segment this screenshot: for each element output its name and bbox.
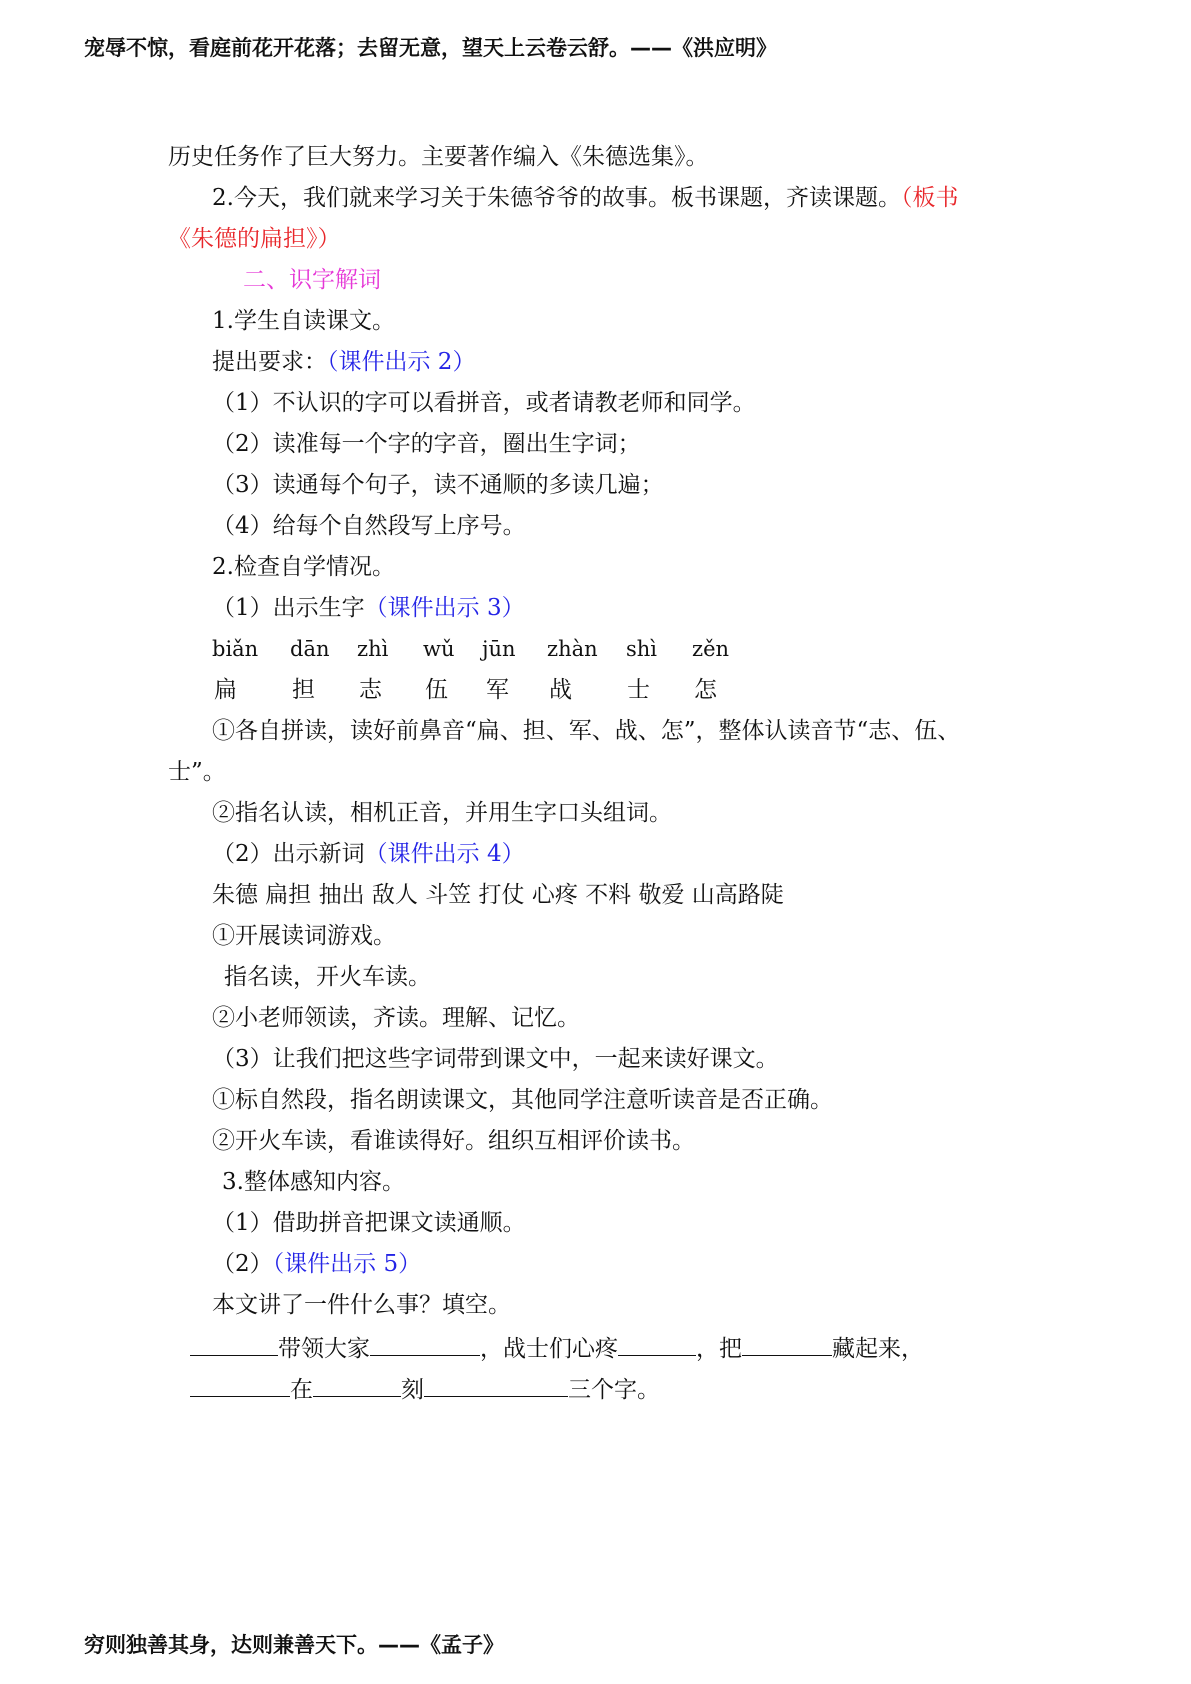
requirements-line [212,347,475,377]
perceive-item: （1）借助拼音把课文读通顺。 [212,1210,526,1236]
fill-blank[interactable] [424,1372,568,1397]
perceive-item-2 [212,1249,421,1279]
character: 扁 [214,677,237,703]
fill-text: 藏起来， [832,1336,924,1362]
fill-blank-line-2 [190,1372,660,1402]
requirement-item: （3）读通每个句子，读不通顺的多读几遍； [212,472,664,498]
game-item: 指名读，开火车读。 [224,964,431,990]
character: 担 [292,677,315,703]
character: 志 [359,677,382,703]
pinyin: biǎn [212,637,259,661]
step-1: 1.学生自读课文。 [212,308,395,334]
slide-ref-2: （课件出示 2） [327,349,476,375]
spell-note-2: ②指名认读，相机正音，并用生字口头组词。 [212,800,672,826]
slide-ref-3: （课件出示 3） [364,595,525,621]
pinyin: wǔ [423,637,455,661]
read-item: ①标自然段，指名朗读课文，其他同学注意听读音是否正确。 [212,1087,833,1113]
pinyin: zhì [357,637,389,661]
requirement-item: （2）读准每一个字的字音，圈出生字词； [212,431,641,457]
fill-blank[interactable] [313,1372,401,1397]
intro-line: 历史任务作了巨大努力。主要著作编入《朱德选集》。 [168,144,709,170]
board-note-red-title: 《朱德的扁担》） [168,226,341,252]
game-item: ②小老师领读，齐读。理解、记忆。 [212,1005,580,1031]
character: 军 [486,677,509,703]
character: 士 [627,677,650,703]
fill-text: 带领大家 [278,1336,370,1362]
character: 伍 [425,677,448,703]
game-item: ①开展读词游戏。 [212,923,396,949]
step-3: 3.整体感知内容。 [222,1169,405,1195]
character-row [0,675,1191,705]
show-words-text: （2）出示新词 [212,841,365,867]
fill-blank-line-1 [190,1331,924,1361]
perceive-2-text: （2） [212,1251,273,1277]
show-chars-text: （1）出示生字 [212,595,365,621]
requirement-item: （4）给每个自然段写上序号。 [212,513,526,539]
requirement-item: （1）不认识的字可以看拼音，或者请教老师和同学。 [212,390,756,416]
footer-quote: 穷则独善其身，达则兼善天下。——《孟子》 [84,1633,504,1657]
lesson-title-line [212,183,958,213]
section-heading: 二、识字解词 [243,267,381,293]
fill-text: ，战士们心疼 [480,1336,618,1362]
pinyin: zhàn [547,637,598,661]
fill-text: 刻 [401,1377,424,1403]
show-chars-line [212,593,525,623]
board-note-red-start: （板书 [900,185,959,211]
pinyin: jūn [482,637,516,661]
read-text-line: （3）让我们把这些字词带到课文中，一起来读好课文。 [212,1046,779,1072]
fill-blank[interactable] [370,1331,480,1356]
fill-text: ，把 [696,1336,742,1362]
fill-text: 三个字。 [568,1377,660,1403]
lesson-title-text: 2.今天，我们就来学习关于朱德爷爷的故事。板书课题，齐读课题。 [212,185,901,211]
fill-blank[interactable] [190,1372,290,1397]
spell-note: ①各自拼读，读好前鼻音“扁、担、军、战、怎”，整体认读音节“志、伍、 [212,718,961,744]
slide-ref-4: （课件出示 4） [364,841,525,867]
fill-question: 本文讲了一件什么事？填空。 [212,1292,511,1318]
pinyin-row [0,634,1191,664]
step-2: 2.检查自学情况。 [212,554,395,580]
character: 怎 [694,677,717,703]
read-item: ②开火车读，看谁读得好。组织互相评价读书。 [212,1128,695,1154]
spell-note-cont: 士”。 [168,759,226,785]
fill-blank[interactable] [190,1331,278,1356]
new-words: 朱德 扁担 抽出 敌人 斗笠 打仗 心疼 不料 敬爱 山高路陡 [212,882,784,908]
character: 战 [549,677,572,703]
pinyin: zěn [692,637,730,661]
header-quote: 宠辱不惊，看庭前花开花落；去留无意，望天上云卷云舒。——《洪应明》 [84,36,777,60]
fill-text: 在 [290,1377,313,1403]
pinyin: dān [290,637,330,661]
slide-ref-5: （课件出示 5） [272,1251,422,1277]
requirements-text: 提出要求： [212,349,327,375]
show-words-line [212,839,525,869]
fill-blank[interactable] [742,1331,832,1356]
pinyin: shì [626,637,658,661]
fill-blank[interactable] [618,1331,696,1356]
